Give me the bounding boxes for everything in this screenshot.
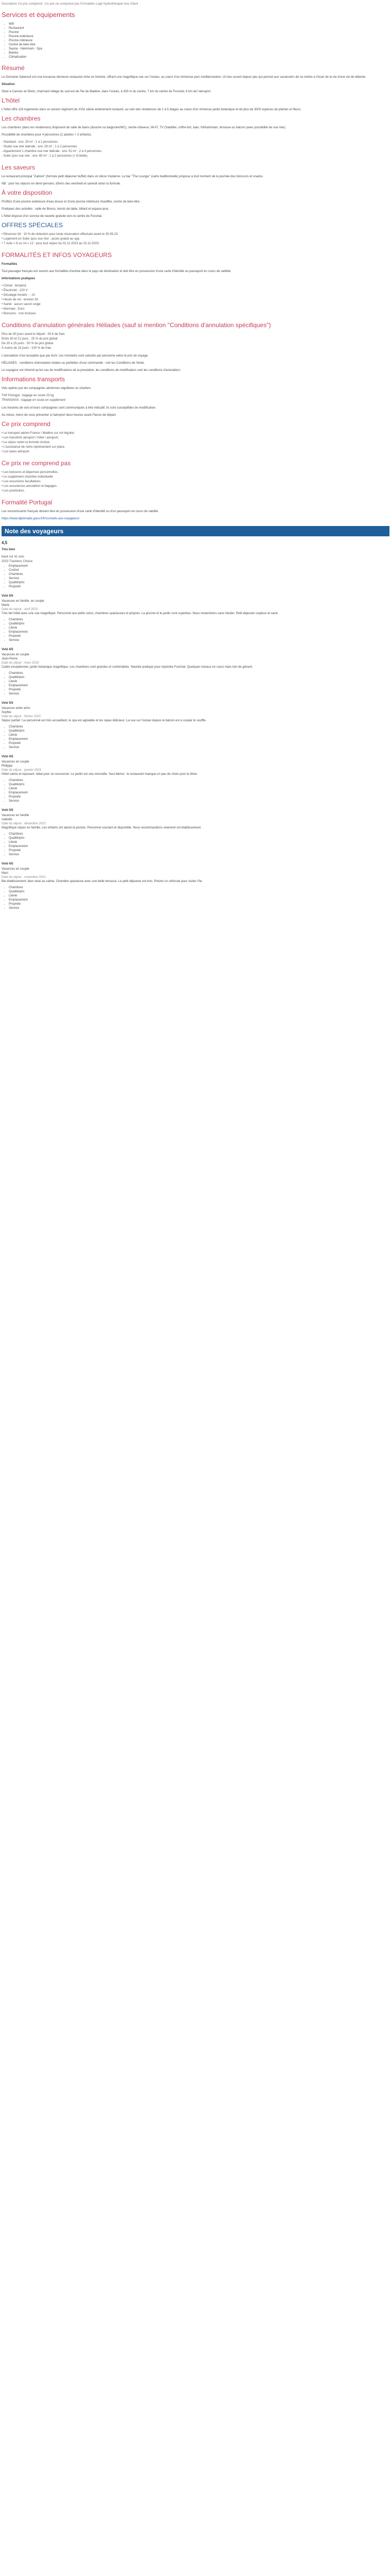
- practical-info-title: Informations pratiques: [2, 277, 36, 280]
- practical-item: • Électricité : 220 V: [2, 289, 28, 292]
- review-meta: Vacances en couple: [2, 868, 29, 871]
- review-date: Date du séjour : mars 2023: [2, 662, 39, 665]
- page: [0, 0, 391, 910]
- review-criteria: [2, 671, 389, 696]
- excludes-item: • Les assurances annulation et bagages.: [2, 485, 58, 488]
- cancel-item: De 20 à 15 jours : 50 % du prix global: [2, 342, 54, 345]
- review-criterion: • Qualité/prix: [9, 890, 389, 894]
- cancel-item: Entre 30 et 21 jours : 25 % du prix global: [2, 337, 58, 341]
- review-text: Hôtel calme et reposant. Idéal pour se ressourcer. Le jardin est une merveille. Seul bémol : le restaurant manque un peu de choix pour le dîner.: [2, 773, 198, 776]
- review-date: Date du séjour : février 2023: [2, 715, 41, 718]
- practical-item: • Boissons : non incluses: [2, 312, 36, 315]
- situation-title: Situation: [2, 83, 15, 86]
- service-item: • Climatisation: [9, 55, 389, 59]
- review-text: Très bel hôtel avec une vue magnifique. Personnel aux petits soins, chambres spacieuses et propres. La piscine et le jardin sont superbes. Nous reviendrons sans hésiter. Petit déjeuner copieux et varié.: [2, 612, 279, 615]
- offer-item: • 7 nuits = 6 ou 14 = 12 : pour tout séjour du 01.11.2023 au 23.12.2023.: [2, 242, 100, 245]
- services-title: Services et équipements: [2, 11, 75, 19]
- review-rating: Voté 5/5: [2, 809, 13, 812]
- service-item: • Centre de bien-être: [9, 43, 389, 47]
- cancel-item: Plus de 30 jours avant le départ : 50 € de frais: [2, 333, 65, 336]
- practical-item: • Heure de vol : environ 3h: [2, 298, 38, 301]
- room-type: - Suite 1pcs vue mer : env. 65 m² ; 1 à 2 personnes (+ lit bébé).: [2, 155, 88, 158]
- review-criterion: • Chambres: [9, 671, 389, 675]
- review-author: Philippe: [2, 765, 13, 768]
- cancel-title: Conditions d'annulation générales Héliades (sauf si mention "Conditions d'annulation spécifiques"): [2, 321, 271, 329]
- review-rating: Voté 5/5: [2, 702, 13, 705]
- review-criterion: • Propreté: [9, 634, 389, 638]
- review-item: [2, 808, 389, 857]
- review-criterion: • Propreté: [9, 688, 389, 692]
- review-criteria: [2, 725, 389, 750]
- resume-title: Résumé: [2, 64, 25, 72]
- includes-item: • Le séjour selon la formule choisie.: [2, 441, 51, 444]
- review-criterion: • Confort: [9, 568, 389, 572]
- transport-line: TRANSAVIA : bagage en soute en supplément: [2, 399, 66, 402]
- offer-item: • Logement en Suite 1pcs vue mer : accès gratuit au spa.: [2, 238, 80, 241]
- offers-title: OFFRES SPÉCIALES: [2, 222, 63, 229]
- review-item: [2, 594, 389, 642]
- review-criterion: • Qualité/prix: [9, 581, 389, 585]
- services-list: [2, 22, 389, 59]
- review-criterion: • Propreté: [9, 902, 389, 906]
- review-criterion: • Emplacement: [9, 564, 389, 568]
- situation-text: Situé à Cannes en Bretz, charmant village du sud-est de l'Ile de Madère, dans l'océan, à 300 m du centre, 7 km du centre de Funchal, 8 km de l'aéroport.: [2, 90, 211, 93]
- review-text: Cadre exceptionnel, jardin botanique magnifique. Les chambres sont grandes et confortables. Navette pratique pour rejoindre Funchal. Quelques travaux en cours mais rien de gênant.: [2, 666, 253, 669]
- review-author: Marie: [2, 604, 10, 607]
- portugal-title: Formalité Portugal: [2, 499, 53, 506]
- service-item: • Piscine extérieure: [9, 35, 389, 39]
- transport-text-2: Les horaires de vols et leurs compagnies sont communiqués à titre indicatif, ils sont susceptibles de modification.: [2, 406, 157, 410]
- service-item: • Piscine intérieure: [9, 39, 389, 43]
- review-item: [2, 862, 389, 910]
- review-criteria: [2, 886, 389, 910]
- review-criterion: • Chambres: [9, 725, 389, 729]
- review-date: Date du séjour : novembre 2022: [2, 876, 46, 879]
- review-criterion: • Emplacement: [9, 791, 389, 795]
- room-type: - Standard : env. 29 m² ; 1 à 2 personnes: [2, 141, 58, 144]
- rooms-title: Les chambres: [2, 115, 41, 122]
- review-author: Jean-Pierre: [2, 657, 18, 660]
- review-criterion: • Emplacement: [9, 684, 389, 688]
- review-score-label: Très bien: [2, 548, 15, 551]
- offer-item: • Réservez tôt : 10 % de réduction pour toute réservation effectuée avant le 30.09.23.: [2, 233, 119, 236]
- review-text: Magnifique séjour en famille. Les enfants ont adoré la piscine. Personnel souriant et disponible. Nous recommandons vivement cet établissement.: [2, 826, 202, 829]
- review-meta: Vacances entre amis: [2, 707, 30, 710]
- flavors-title: Les saveurs: [2, 164, 35, 171]
- review-criterion: • Chambres: [9, 572, 389, 577]
- review-rating: Voté 4/5: [2, 648, 13, 651]
- flavors-text: Le restaurant principal "Zadore" (formule petit déjeuner buffet) dans un décor moderne. Le bar "The Lounge" (carte traditionnelle) propose à tout moment de la journée des boissons et snacks.: [2, 175, 264, 178]
- review-criterion: • Service: [9, 692, 389, 696]
- review-criteria-list: [2, 564, 389, 589]
- formalities-text: Tout passager français est soumis aux formalités d'entrée dans le pays de destination et doit être en possession d'une carte d'identité ou passeport en cours de validité.: [2, 270, 232, 273]
- review-criterion: • Propreté: [9, 741, 389, 745]
- activities-title: À votre disposition: [2, 189, 53, 196]
- service-item: • Piscine: [9, 30, 389, 35]
- reviews-banner: Note des voyageurs: [2, 526, 389, 536]
- transport-text: Vols opérés par les compagnies aériennes régulières ou charters.: [2, 387, 92, 390]
- review-criterion: • Qualité/prix: [9, 729, 389, 733]
- practical-item: • Monnaie : Euro: [2, 308, 25, 311]
- transport-line: TAP Portugal : bagage en soute 23 kg: [2, 394, 54, 397]
- review-criterion: • Emplacement: [9, 737, 389, 741]
- excludes-item: • Les pourboires.: [2, 489, 25, 493]
- includes-item: • Les taxes aéroport.: [2, 450, 30, 453]
- review-criteria: [2, 832, 389, 857]
- review-meta: Vacances en couple: [2, 653, 29, 656]
- review-date: Date du séjour : avril 2023: [2, 608, 38, 611]
- includes-item: • L'assistance de notre représentant sur place.: [2, 446, 66, 449]
- review-criterion: • Qualité/prix: [9, 622, 389, 626]
- review-criterion: • Chambres: [9, 832, 389, 836]
- review-criterion: • Qualité/prix: [9, 836, 389, 840]
- review-date: Date du séjour : janvier 2023: [2, 769, 41, 772]
- review-author: Marc: [2, 872, 9, 875]
- service-item: • Wifi: [9, 22, 389, 26]
- review-text: Bel établissement, bien situé au calme. Chambre spacieuse avec une belle terrasse. Le petit déjeuner est bon. Prévoir un véhicule pour visiter l'île.: [2, 880, 203, 883]
- rooms-text-2: Possibilité de chambres pour 4 personnes (2 adultes + 2 enfants).: [2, 133, 92, 137]
- cancel-item: À moins de 15 jours : 100 % de frais: [2, 347, 52, 350]
- review-based: basé sur 41 avis: [2, 555, 24, 558]
- review-criterion: • Emplacement: [9, 630, 389, 634]
- review-criterion: • Chambres: [9, 618, 389, 622]
- excludes-item: • Les boissons et dépenses personnelles.: [2, 471, 59, 474]
- resume-text: Le Domaine Saleneuf est une luxueuse demeure restaurée riche en histoire, offrant une magnifique vue sur l'océan, au coeur d'un immense parc méditerranéen. Un lieu ouvert depuis peu qui permet aux vacanciers de se mettre à l'écart de la vie d'une vie de détente.: [2, 76, 366, 79]
- includes-title: Ce prix comprend: [2, 420, 51, 428]
- activities-text-2: Pratiquez des activités : salle de fitness, tennis de table, billard et espace jeux.: [2, 208, 109, 211]
- review-criterion: • Propreté: [9, 585, 389, 589]
- review-criterion: • Service: [9, 638, 389, 642]
- formalities-title: FORMALITÉS ET INFOS VOYAGEURS: [2, 251, 112, 259]
- intro-tabs: Description Ce prix comprend : Ce prix ne comprend pas Formalités Logé Hydrothérapie Avis Client: [2, 3, 138, 6]
- practical-item: • Climat : tempéré: [2, 284, 26, 287]
- service-item: • Restaurant: [9, 26, 389, 30]
- review-criterion: • Chambres: [9, 778, 389, 783]
- review-item: [2, 648, 389, 696]
- cancel-text: L'annulation n'est acceptée que par écrit. Les montants sont calculés par personne selon le prix du voyage.: [2, 354, 149, 358]
- review-meta: Vacances en famille, en couple: [2, 600, 44, 603]
- review-criterion: • Emplacement: [9, 844, 389, 849]
- review-meta: Vacances en famille: [2, 814, 29, 817]
- transport-title: Informations transports: [2, 376, 65, 383]
- review-criterion: • Literie: [9, 680, 389, 684]
- transport-text-3: Au retour, merci de vous présenter à l'aéroport deux heures avant l'heure de départ.: [2, 414, 117, 417]
- review-criteria: [2, 618, 389, 642]
- review-criteria: [2, 778, 389, 803]
- review-criterion: • Qualité/prix: [9, 675, 389, 680]
- review-author: Isabelle: [2, 818, 12, 821]
- review-rating: Voté 5/5: [2, 595, 13, 598]
- review-criterion: • Literie: [9, 787, 389, 791]
- review-author: Sophie: [2, 711, 11, 714]
- review-list: [2, 594, 389, 910]
- review-criterion: • Service: [9, 745, 389, 750]
- review-criterion: • Literie: [9, 626, 389, 630]
- review-criterion: • Chambres: [9, 886, 389, 890]
- hotel-text: L'hôtel offre 116 logements dans un ancien régiment du XVIe siècle entièrement restauré, au sein des résidences de 1 à 5 étages au coeur d'un immense jardin botanique et de plus de 3000 espèces de plantes et fleurs.: [2, 108, 302, 111]
- review-item: [2, 701, 389, 750]
- review-source: 2023 Travelers Choice: [2, 560, 33, 563]
- review-criterion: • Service: [9, 799, 389, 803]
- review-item: [2, 755, 389, 803]
- review-criterion: • Literie: [9, 840, 389, 844]
- activities-text-3: L'hôtel dispose d'un service de navette gratuite vers le centre de Funchal.: [2, 215, 103, 218]
- review-criterion: • Literie: [9, 894, 389, 898]
- formalities-sub: Formalités: [2, 263, 18, 266]
- service-item: • Sauna - Hammam - Spa: [9, 47, 389, 51]
- review-criterion: • Service: [9, 906, 389, 910]
- review-criterion: • Qualité/prix: [9, 783, 389, 787]
- excludes-item: • Les excursions facultatives.: [2, 480, 42, 483]
- excludes-title: Ce prix ne comprend pas: [2, 460, 71, 467]
- excludes-item: • Le supplément chambre individuelle.: [2, 476, 54, 479]
- hotel-title: L'hôtel: [2, 97, 20, 104]
- review-score: 4,5: [2, 540, 8, 545]
- review-criterion: • Emplacement: [9, 898, 389, 902]
- portugal-text: Les ressortissants français doivent être en possession d'une carte d'identité ou d'un passeport en cours de validité.: [2, 510, 159, 513]
- review-criterion: • Propreté: [9, 795, 389, 799]
- room-type: - Appartement 1 chambre vue mer latérale : env. 51 m² ; 2 à 4 personnes.: [2, 150, 102, 153]
- practical-item: • Décalage horaire : - 1h: [2, 294, 35, 297]
- practical-item: • Santé : aucun vaccin exigé: [2, 303, 41, 306]
- portugal-link[interactable]: https://www.diplomatie.gouv.fr/fr/conseils-aux-voyageurs/: [2, 517, 79, 520]
- review-date: Date du séjour : décembre 2022: [2, 822, 46, 825]
- includes-item: • Le transport aérien France / Madère sur vol régulier.: [2, 432, 75, 435]
- flavors-text-2: NB : pour les séjours en demi-pension, dîners des vendredi et samedi selon la formule.: [2, 182, 121, 185]
- activities-text: Profitez d'une piscine extérieure d'eau douce et d'une piscine intérieure chauffée, centre de bien-être.: [2, 200, 141, 204]
- includes-item: • Les transferts aéroport / hôtel / aéroport.: [2, 436, 59, 439]
- cancel-text-3: Le voyageur est informé qu'en cas de modifications de la prestation, les conditions de modification sont les conditions d'annulation.: [2, 369, 181, 372]
- review-criterion: • Service: [9, 577, 389, 581]
- room-type: - Studio vue mer latérale : env. 29 m² ; 1 à 2 personnes: [2, 145, 77, 148]
- rooms-text: Les chambres (dans les résidences) disposent de salle de bains (douche ou baignoire/WC), sèche-cheveux, Wi-Fi, TV (Satellite, coffre-fort, bain, frit/hammam, terrasse ou balcon (avec possibilité de vue mer).: [2, 126, 286, 129]
- review-meta: Vacances en couple: [2, 760, 29, 764]
- review-rating: Voté 4/5: [2, 755, 13, 758]
- review-criterion: • Propreté: [9, 849, 389, 853]
- review-rating: Voté 4/5: [2, 862, 13, 866]
- service-item: • Balnéo: [9, 51, 389, 55]
- review-criterion: • Literie: [9, 733, 389, 737]
- review-criterion: • Service: [9, 853, 389, 857]
- cancel-text-2: HÉLIADES : conditions d'annulation totales ou partielles d'une commande - voir les Conditions de Vente.: [2, 362, 145, 365]
- review-text: Séjour parfait ! Le personnel est très accueillant, le spa est agréable et les repas délicieux. La vue sur l'océan depuis le balcon est à couper le souffle.: [2, 719, 207, 722]
